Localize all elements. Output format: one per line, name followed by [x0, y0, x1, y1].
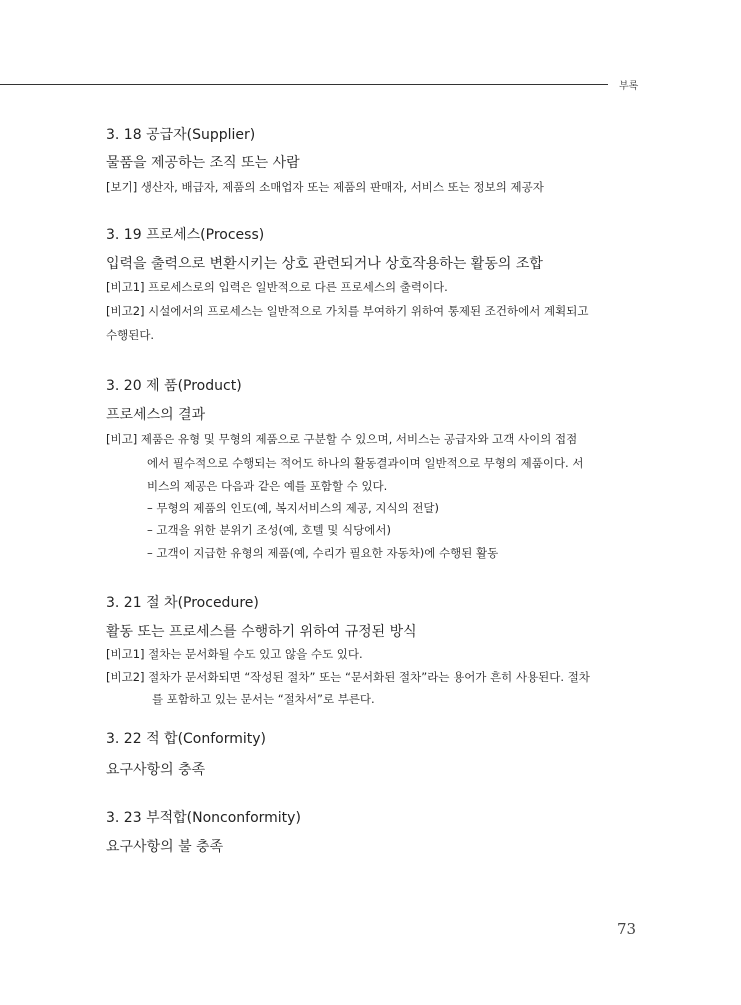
- note-line: [비고] 제품은 유형 및 무형의 제품으로 구분할 수 있으며, 서비스는 공급자와 고객 사이의 접점: [106, 432, 578, 446]
- note-line: [비고2] 절차가 문서화되면 “작성된 절차” 또는 “문서화된 절차”라는 용어가 흔히 사용된다. 절차: [106, 670, 590, 684]
- note-line: 수행된다.: [106, 328, 155, 342]
- note-line: [비고1] 프로세스로의 입력은 일반적으로 다른 프로세스의 출력이다.: [106, 280, 448, 294]
- section-label: 부록: [619, 81, 639, 92]
- section-definition: 활동 또는 프로세스를 수행하기 위하여 규정된 방식: [106, 624, 417, 640]
- note-line: 비스의 제공은 다음과 같은 예를 포함할 수 있다.: [147, 479, 388, 493]
- section-heading: 3. 21 절 차(Procedure): [106, 595, 259, 611]
- section-definition: 물품을 제공하는 조직 또는 사람: [106, 155, 300, 171]
- section-heading: 3. 23 부적합(Nonconformity): [106, 810, 301, 826]
- section-definition: 요구사항의 충족: [106, 762, 206, 778]
- note-line: 를 포함하고 있는 문서는 “절차서”로 부른다.: [152, 692, 375, 706]
- bullet-line: – 고객이 지급한 유형의 제품(예, 수리가 필요한 자동차)에 수행된 활동: [147, 546, 499, 560]
- section-definition: 프로세스의 결과: [106, 407, 206, 423]
- bullet-line: – 무형의 제품의 인도(예, 복지서비스의 제공, 지식의 전달): [147, 501, 440, 515]
- note-line: [보기] 생산자, 배급자, 제품의 소매업자 또는 제품의 판매자, 서비스 또는 정보의 제공자: [106, 180, 544, 194]
- section-heading: 3. 19 프로세스(Process): [106, 227, 265, 243]
- note-line: 에서 필수적으로 수행되는 적어도 하나의 활동결과이며 일반적으로 무형의 제품이다. 서: [147, 456, 584, 470]
- page-number: 73: [617, 920, 637, 938]
- section-definition: 요구사항의 불 충족: [106, 839, 224, 855]
- section-heading: 3. 22 적 합(Conformity): [106, 731, 267, 747]
- note-line: [비고2] 시설에서의 프로세스는 일반적으로 가치를 부여하기 위하여 통제된 조건하에서 계획되고: [106, 304, 589, 318]
- bullet-line: – 고객을 위한 분위기 조성(예, 호텔 및 식당에서): [147, 523, 391, 537]
- section-definition: 입력을 출력으로 변환시키는 상호 관련되거나 상호작용하는 활동의 조합: [106, 256, 543, 272]
- header-rule: [0, 84, 608, 85]
- note-line: [비고1] 절차는 문서화될 수도 있고 않을 수도 있다.: [106, 647, 363, 661]
- section-heading: 3. 18 공급자(Supplier): [106, 127, 256, 143]
- section-heading: 3. 20 제 품(Product): [106, 378, 242, 394]
